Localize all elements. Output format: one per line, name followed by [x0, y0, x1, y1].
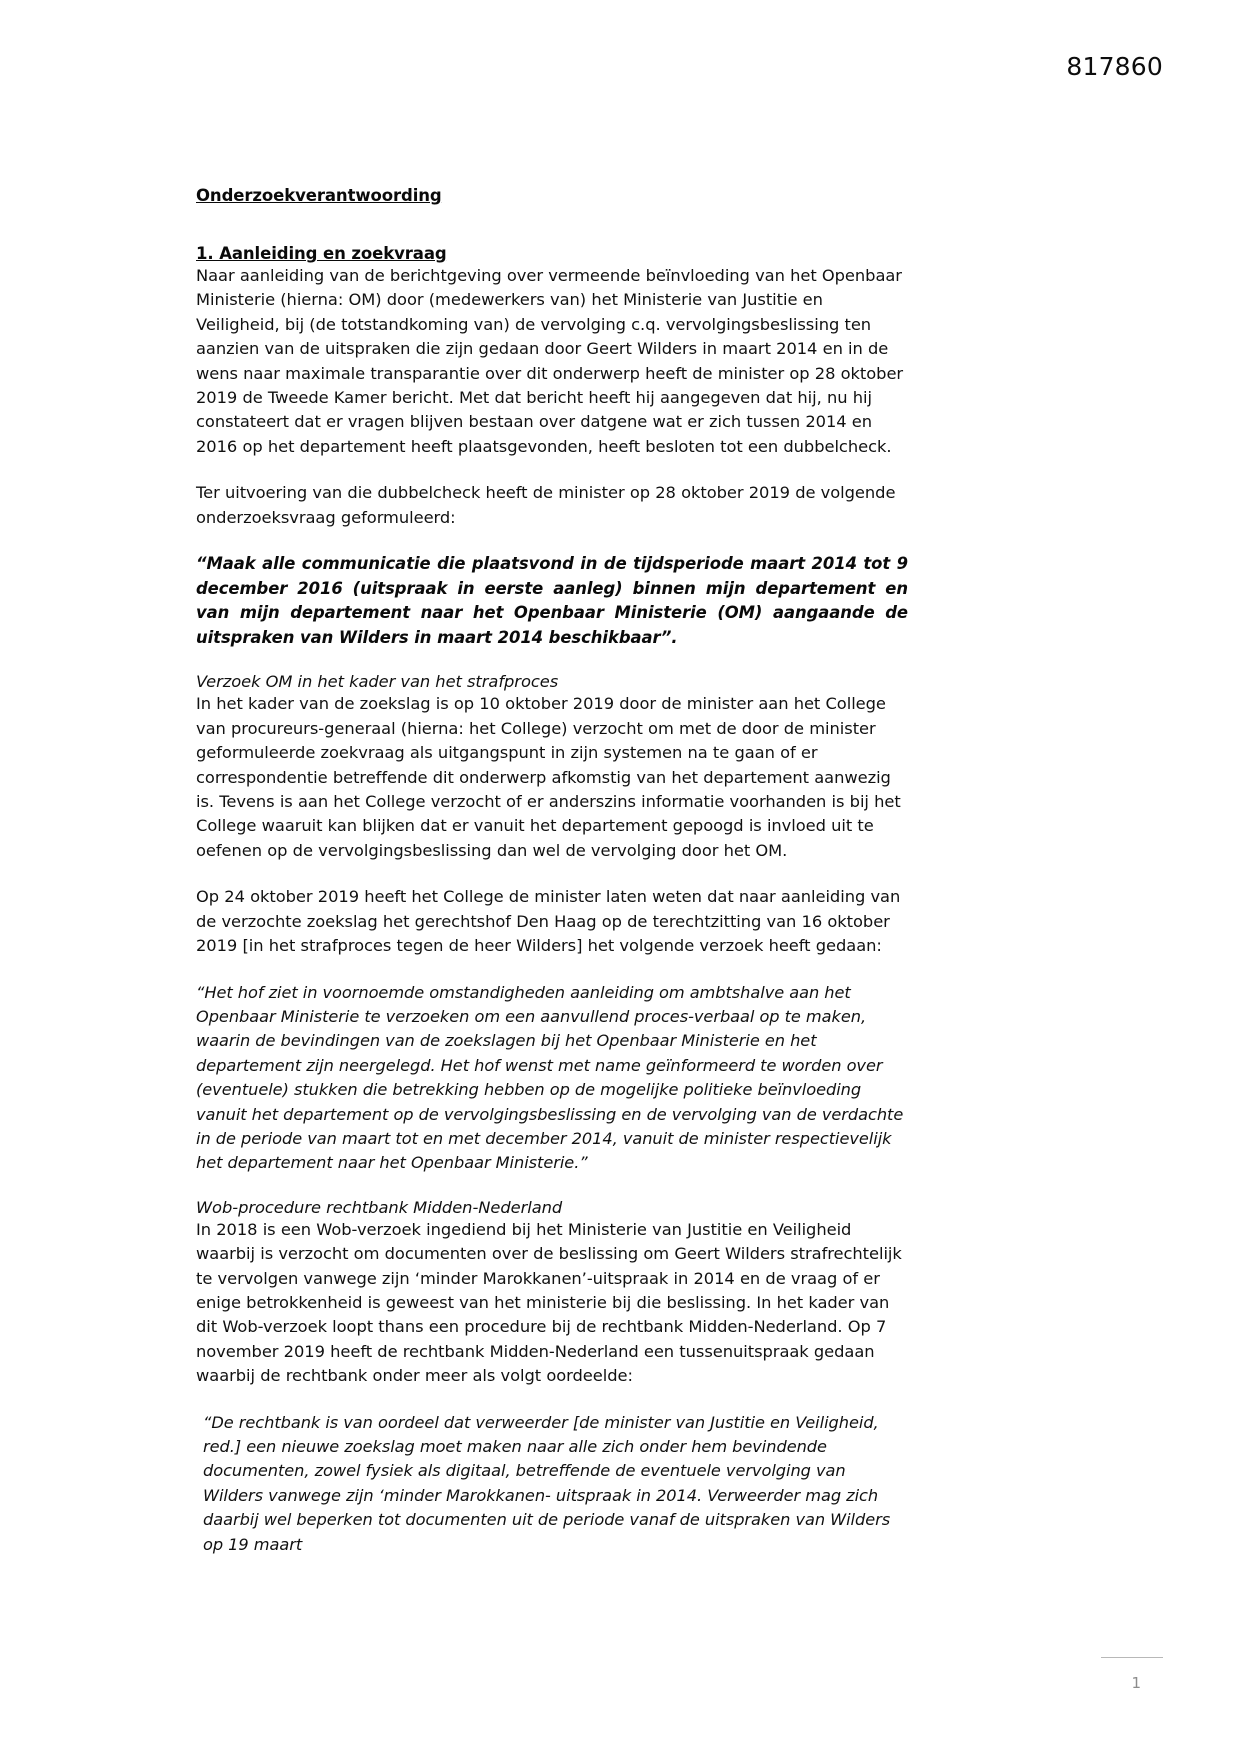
subheading-wob-procedure: Wob-procedure rechtbank Midden-Nederland — [196, 1197, 563, 1217]
paragraph-verzoek-om: In het kader van de zoekslag is op 10 oktober 2019 door de minister aan het College van procureurs-generaal (hierna: het College) verzocht om met de door de minister geformuleerde zoekvraag als uitgangspunt in zijn systemen na te gaan of er correspondentie betreffende dit onderwerp afkomstig van het departement aanwezig is. Tevens is aan het College verzocht of er anderszins informatie voorhanden is bij het College waaruit kan blijken dat er vanuit het departement gepoogd is invloed uit te oefenen op de vervolgingsbeslissing dan wel de vervolging door het OM. — [196, 694, 901, 860]
paragraph-aanleiding: Naar aanleiding van de berichtgeving over vermeende beïnvloeding van het Openbaar Ministerie (hierna: OM) door (medewerkers van) het Ministerie van Justitie en Veiligheid, bij (de totstandkoming van) de vervolging c.q. vervolgingsbeslissing ten aanzien van de uitspraken die zijn gedaan door Geert Wilders in maart 2014 en in de wens naar maximale transparantie over dit onderwerp heeft de minister op 28 oktober 2019 de Tweede Kamer bericht. Met dat bericht heeft hij aangegeven dat hij, nu hij constateert dat er vragen blijven bestaan over datgene wat er zich tussen 2014 en 2016 op het departement heeft plaatsgevonden, heeft besloten tot een dubbelcheck. — [196, 266, 904, 456]
section-heading-1: 1. Aanleiding en zoekvraag — [196, 244, 447, 263]
page-footer — [0, 1634, 1241, 1754]
quote-onderzoeksvraag: “Maak alle communicatie die plaatsvond in de tijdsperiode maart 2014 tot 9 december 2016 (uitspraak in eerste aanleg) binnen mijn departement en van mijn departement naar het Openbaar Ministerie (OM) aangaande de uitspraken van Wilders in maart 2014 beschikbaar”. — [196, 554, 908, 647]
quote-gerechtshof: “Het hof ziet in voornoemde omstandigheden aanleiding om ambtshalve aan het Openbaar Ministerie te verzoeken om een aanvullend proces-verbaal op te maken, waarin de bevindingen van de zoekslagen bij het Openbaar Ministerie en het departement zijn neergelegd. Het hof wenst met name geïnformeerd te worden over (eventuele) stukken die betrekking hebben op de mogelijke politieke beïnvloeding vanuit het departement op de vervolgingsbeslissing en de vervolging van de verdachte in de periode van maart tot en met december 2014, vanuit de minister respectievelijk het departement naar het Openbaar Ministerie.” — [196, 982, 904, 1173]
document-body — [196, 186, 908, 1579]
page-title: Onderzoekverantwoording — [196, 186, 442, 205]
quote-rechtbank: “De rechtbank is van oordeel dat verweerder [de minister van Justitie en Veiligheid, red.] een nieuwe zoekslag moet maken naar alle zich onder hem bevindende documenten, zowel fysiek als digitaal, betreffende de eventuele vervolging van Wilders vanwege zijn ‘minder Marokkanen- uitspraak in 2014. Verweerder mag zich daarbij wel beperken tot documenten uit de periode vanaf de uitspraken van Wilders op 19 maart — [203, 1412, 891, 1554]
footer-divider — [1101, 1657, 1163, 1658]
subheading-verzoek-om: Verzoek OM in het kader van het strafproces — [196, 672, 559, 692]
paragraph-wob-procedure: In 2018 is een Wob-verzoek ingediend bij het Ministerie van Justitie en Veiligheid waarbij is verzocht om documenten over de beslissing om Geert Wilders strafrechtelijk te vervolgen vanwege zijn ‘minder Marokkanen’-uitspraak in 2014 en de vraag of er enige betrokkenheid is geweest van het ministerie bij die beslissing. In het kader van dit Wob-verzoek loopt thans een procedure bij de rechtbank Midden-Nederland. Op 7 november 2019 heeft de rechtbank Midden-Nederland een tussenuitspraak gedaan waarbij de rechtbank onder meer als volgt oordeelde: — [196, 1219, 902, 1386]
paragraph-onderzoeksvraag-intro: Ter uitvoering van die dubbelcheck heeft de minister op 28 oktober 2019 de volgende onderzoeksvraag geformuleerd: — [196, 483, 896, 527]
document-number: 817860 — [1066, 52, 1163, 81]
paragraph-college-bericht: Op 24 oktober 2019 heeft het College de minister laten weten dat naar aanleiding van de verzochte zoekslag het gerechtshof Den Haag op de terechtzitting van 16 oktober 2019 [in het strafproces tegen de heer Wilders] het volgende verzoek heeft gedaan: — [196, 887, 901, 956]
page-number: 1 — [1131, 1674, 1141, 1692]
